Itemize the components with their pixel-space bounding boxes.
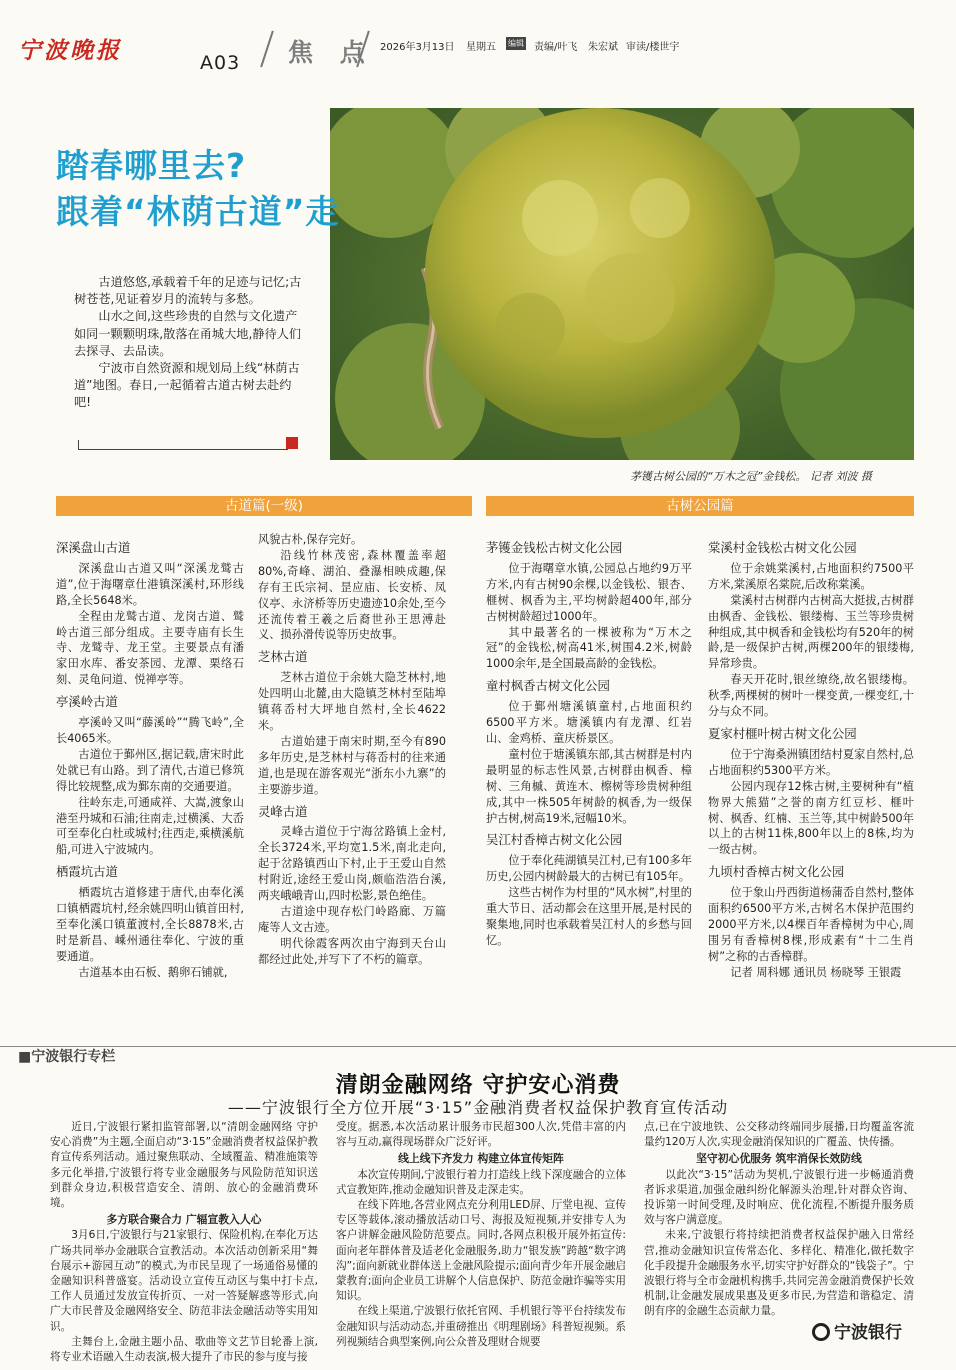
paragraph: 其中最著名的一棵被称为“万木之冠”的金钱松,树高41米,树围4.2米,树龄1000余年,是全国最高龄的金钱松。 — [486, 625, 692, 671]
editor-tag: 编辑 — [508, 39, 524, 48]
article-column-1 — [56, 534, 244, 981]
paragraph: 在线下阵地,各营业网点充分利用LED屏、厅堂电视、宣传专区等载体,滚动播放活动口号、海报及短视频,并安排专人为客户讲解金融风险防范要点。同时,各网点积极开展外拓宣传:面向老年群体普及适老化金融服务,助力“银发族”跨越“数字鸿沟”;面向新就业群体送上金融风险提示;面向青少年开展金融启蒙教育;面向企业员工讲解个人信息保护、防范金融诈骗等实用知识。 — [336, 1199, 626, 1303]
section-divider — [0, 1046, 956, 1047]
page-number: A03 — [200, 52, 241, 74]
paragraph: 古道始建于南宋时期,至今有890多年历史,是芝林村与蒋岙村的往来通道,也是现在游客观光“浙东小九寨”的主要游步道。 — [258, 734, 446, 796]
subheading: 灵峰古道 — [258, 803, 308, 819]
proofreader-name: 审读/楼世宇 — [626, 42, 680, 53]
bank-logo-icon — [812, 1323, 830, 1341]
paragraph: 沿线竹林茂密,森林覆盖率超80%,奇峰、湖泊、叠瀑相映成趣,保存有王氏宗祠、昰应庙、长安桥、凤仪亭、永济桥等历史遗迹10余处,至今还流传着王羲之后裔世孙王思溥赴义、损孙滑传说等历史故事。 — [258, 548, 446, 642]
article-column-2 — [258, 532, 446, 968]
article-column-4 — [708, 534, 914, 981]
subheading: 线上线下齐发力 构建立体宣传矩阵 — [398, 1152, 564, 1166]
paragraph: 栖霞坑古道修建于唐代,由奉化溪口镇栖霞坑村,经余姚四明山镇首田村,至奉化溪口镇董渡村,全长8878米,古时是新昌、嵊州通往奉化、宁波的重要通道。 — [56, 886, 244, 963]
newspaper-logo: 宁波晚报 — [18, 37, 122, 64]
paragraph: 风貌古朴,保存完好。 — [258, 533, 363, 546]
headline-line-1: 踏春哪里去? — [56, 146, 247, 185]
paragraph: 本次宣传期间,宁波银行着力打造线上线下深度融合的立体式宣教矩阵,推动金融知识普及走深走实。 — [336, 1168, 626, 1196]
paragraph: 深溪盘山古道又叫“深溪龙鹫古道”,位于海曙章仕港镇深溪村,环形线路,全长5648米。 — [56, 561, 244, 607]
paragraph: 公园内现存12株古树,主要树种有“植物界大熊猫”之誉的南方红豆杉、榧叶树、枫香、红楠、玉兰等,其中树龄500年以上的古树11株,800年以上的8株,均为一级古树。 — [708, 779, 914, 857]
subheading: 芝林古道 — [258, 649, 308, 665]
paragraph: 明代徐霞客两次由宁海到天台山都经过此处,并写下了不朽的篇章。 — [258, 936, 446, 966]
paragraph: 这些古树作为村里的“风水树”,村里的重大节日、活动都会在这里开展,是村民的聚集地,同时也承载着吴江村人的乡愁与回忆。 — [486, 886, 692, 947]
subheading: 多方联合聚合力 广辐宣教入人心 — [106, 1213, 262, 1227]
intro-paragraph: 宁波市自然资源和规划局上线“林荫古道”地图。春日,一起循着古道古树去赴约吧! — [74, 361, 300, 410]
ad-headline: 清朗金融网络 守护安心消费 — [335, 1073, 621, 1098]
paragraph: 以此次“3·15”活动为契机,宁波银行进一步畅通消费者诉求渠道,加强金融纠纷化解源头治理,针对群众咨询、投诉第一时间受理,及时响应、优化流程,不断提升服务质效与客户满意度。 — [644, 1168, 914, 1227]
paragraph: 全程由龙鹫古道、龙岗古道、鹫岭古道三部分组成。主要寺庙有长生寺、龙鹫寺、龙王堂。主要景点有潘家田水库、番安茶园、龙潭、栗络石刻、灵龟问道、悦禅亭等。 — [56, 609, 244, 687]
headline-line-2: 跟着“林荫古道”走 — [56, 192, 340, 231]
paragraph: 近日,宁波银行紧扣监管部署,以“清朗金融网络 守护安心消费”为主题,全面启动“3·15”金融消费者权益保护教育宣传系列活动。通过聚焦联动、全域覆盖、精准施策等多元化举措,宁波银行将专业金融服务与风险防范知识送到群众身边,积极营造安全、清朗、放心的金融消费环境。 — [50, 1121, 318, 1210]
band-ancient-tree-parks: 古树公园篇 — [486, 496, 914, 516]
intro-red-square — [286, 437, 298, 449]
intro-paragraph: 山水之间,这些珍贵的自然与文化遗产如同一颗颗明珠,散落在甬城大地,静待人们去探寻、去品读。 — [74, 309, 302, 358]
section-name: 焦 点 — [288, 38, 374, 67]
column-tag: ■宁波银行专栏 — [18, 1049, 116, 1065]
paragraph: 位于鄞州塘溪镇童村,占地面积约6500平方米。塘溪镇内有龙潭、红岩山、金鸡桥、童庆桥景区。 — [486, 700, 692, 745]
paragraph: 往岭东走,可通咸祥、大嵩,渡象山港至丹城和石浦;往南走,过横溪、大岙可至奉化白杜或城村;往西走,乘横溪航船,可进入宁波城内。 — [56, 795, 244, 857]
subheading: 茅镬金钱松古树文化公园 — [486, 540, 623, 555]
paragraph: 古道位于鄞州区,据记载,唐宋时此处就已有山路。到了清代,古道已修筑得比较规整,成为鄞东南的交通要道。 — [56, 747, 244, 793]
subheading: 九顷村香樟古树文化公园 — [708, 864, 845, 880]
band-ancient-roads: 古道篇(一级) — [56, 496, 472, 516]
paragraph: 主舞台上,金融主题小品、歌曲等文艺节目轮番上演,将专业术语融入生动表演,极大提升了市民的参与度与接 — [50, 1335, 318, 1364]
subheading: 坚守初心优服务 筑牢消保长效防线 — [696, 1152, 862, 1166]
subheading: 吴江村香樟古树文化公园 — [486, 832, 623, 848]
paragraph: 点,已在宁波地铁、公交移动终端同步展播,日均覆盖客流量约120万人次,实现金融消保知识的广覆盖、快传播。 — [644, 1121, 914, 1149]
ad-column-1 — [50, 1120, 318, 1365]
ad-column-3 — [644, 1120, 914, 1320]
issue-date: 2026年3月13日 — [380, 42, 455, 53]
paragraph: 位于余姚棠溪村,占地面积约7500平方米,棠溪原名棠院,后改称棠溪。 — [708, 561, 914, 591]
subheading: 亭溪岭古道 — [56, 694, 118, 710]
paragraph: 在线上渠道,宁波银行依托官网、手机银行等平台持续发布金融知识与活动动态,并重磅推出《明理剧场》科普短视频。系列视频结合典型案例,向公众普及理财合规要 — [336, 1305, 626, 1348]
issue-weekday: 星期五 — [466, 42, 496, 53]
paragraph: 位于宁海桑洲镇团结村夏家自然村,总占地面积约5300平方米。 — [708, 747, 914, 777]
paragraph: 古道途中现存松门岭路廊、万篇庵等人文古迹。 — [258, 904, 446, 934]
paragraph: 童村位于塘溪镇东部,其古树群是村内最明显的标志性风景,古树群由枫香、樟树、三角槭、黄连木、檫树等珍贵树种组成,其中一株505年树龄的枫香,为一级保护古树,树高19米,冠幅10米。 — [486, 747, 692, 825]
article-column-3 — [486, 534, 692, 949]
subheading: 栖霞坑古道 — [56, 864, 118, 880]
paragraph: 位于奉化莼湖镇吴江村,已有100多年历史,公园内树龄最大的古树已有105年。 — [486, 854, 692, 884]
paragraph: 3月6日,宁波银行与21家银行、保险机构,在奉化万达广场共同举办金融联合宣教活动。本次活动创新采用“舞台展示+游园互动”的模式,为市民呈现了一场通俗易懂的金融知识科普盛宴。活动设立宣传互动区与集中打卡点,工作人员通过发放宣传折页、一对一答疑解惑等形式,向广大市民普及金融网络安全、防范非法金融活动等实用知识。 — [50, 1229, 318, 1333]
paragraph: 位于海曙章水镇,公园总占地约9万平方米,内有古树90余棵,以金钱松、银杏、榧树、枫香为主,平均树龄超400年,部分古树树龄超过1000年。 — [486, 561, 692, 623]
paragraph: 灵峰古道位于宁海岔路镇上金村,全长3724米,平均宽1.5米,南北走向,起于岔路镇西山下村,止于王爱山自然村附近,途经王爱山岗,颇临浩浩台溪,两夹峨峨青山,四时松影,景色绝佳。 — [258, 825, 446, 903]
intro-text — [74, 274, 302, 412]
paragraph: 春天开花时,银丝缭绕,故名银缕梅。秋季,两棵树的树叶一棵变黄,一棵变红,十分与众不同。 — [708, 673, 914, 719]
ad-column-2 — [336, 1120, 626, 1350]
paragraph: 芝林古道位于余姚大隐芝林村,地处四明山北麓,由大隐镇芝林村至陆埠镇蒋岙村大坪地自然村,全长4622米。 — [258, 671, 446, 732]
designer-name: 朱宏斌 — [588, 42, 618, 53]
editor-name: 责编/叶飞 — [534, 42, 578, 53]
subheading: 棠溪村金钱松古树文化公园 — [708, 540, 857, 555]
subheading: 童村枫香古树文化公园 — [486, 678, 610, 694]
byline: 记者 周科娜 通讯员 杨晓琴 王银霞 — [730, 965, 902, 979]
subheading: 夏家村榧叶树古树文化公园 — [708, 725, 857, 741]
masthead-slash — [260, 31, 274, 68]
paragraph: 位于象山丹西街道杨蒲岙自然村,整体面积约6500平方米,古树名木保护范围约2000平方米,以4棵百年香樟树为中心,周围另有香樟树8棵,形成素有“十二生肖树”之称的古香樟群。 — [708, 886, 914, 963]
ad-subheadline: ——宁波银行全方位开展“3·15”金融消费者权益保护教育宣传活动 — [227, 1098, 729, 1117]
paragraph: 受度。据悉,本次活动累计服务市民超300人次,凭借丰富的内容与互动,赢得现场群众广泛好评。 — [336, 1121, 626, 1149]
subheading: 深溪盘山古道 — [56, 540, 131, 555]
intro-decor-line — [78, 449, 288, 450]
paragraph: 棠溪村古树群内古树高大挺拔,古树群由枫香、金钱松、银缕梅、玉兰等珍贵树种组成,其中枫香和金钱松均有520年的树龄,是一级保护古树,两棵200年的银缕梅,异常珍贵。 — [708, 593, 914, 671]
bank-logo — [812, 1318, 902, 1343]
paragraph: 未来,宁波银行将持续把消费者权益保护融入日常经营,推动金融知识宣传常态化、多样化、精准化,做托数字化手段提升金融服务水平,切实守护好群众的“钱袋子”。宁波银行将与全市金融机构携手,共同完善金融消费保护长效机制,让金融发展成果惠及更多市民,为营造和谐稳定、清朗有序的金融生态贡献力量。 — [644, 1229, 914, 1318]
paragraph: 亭溪岭又叫“藤溪岭”“腾飞岭”,全长4065米。 — [56, 716, 244, 745]
paragraph: 古道基本由石板、鹅卵石铺就, — [78, 965, 228, 979]
photo-caption: 茅镬古树公园的“万木之冠”金钱松。 记者 刘波 摄 — [630, 470, 872, 483]
intro-paragraph: 古道悠悠,承载着千年的足迹与记忆;古树苍苍,见证着岁月的流转与多愁。 — [74, 275, 302, 307]
hero-photo-golden-larch — [330, 108, 914, 460]
bank-logo-text: 宁波银行 — [834, 1323, 902, 1343]
